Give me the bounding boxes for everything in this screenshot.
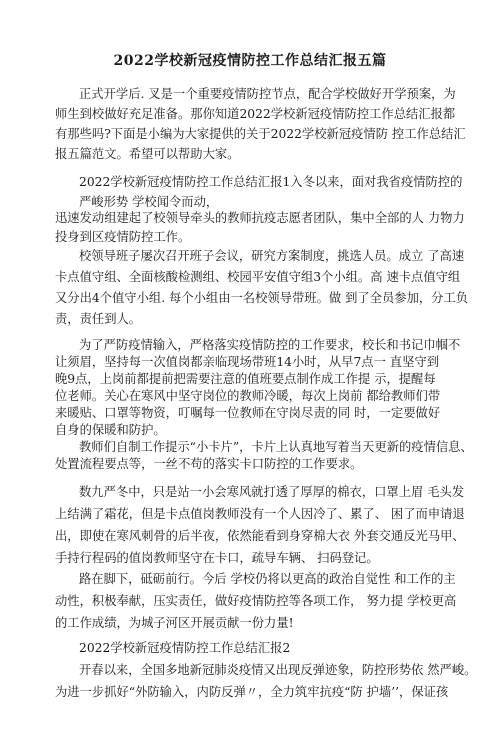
paragraph-line: 责，责任到人。 [55, 312, 142, 326]
paragraph-line: 出，即使在寒风刺骨的后半夜，依然能看到身穿棉大衣 外套交通反光马甲、 [55, 529, 465, 543]
paragraph-line: 为了严防疫情输入，严格落实疫情防控的工作要求，校长和书记巾帼不 [79, 338, 461, 352]
paragraph-line: 数九严冬中，只是站一小会寒风就打透了厚厚的棉衣，口罩上眉 毛头发 [79, 485, 465, 499]
paragraph-line: 报五篇范文。希望可以帮助大家。 [55, 147, 240, 161]
paragraph-line: 教师们自制工作提示“小卡片”，卡片上认真地写着当天更新的疫情信息、 [79, 440, 473, 454]
paragraph-line: 师生到校做好充足准备。那你知道2022学校新冠疫情防控工作总结汇报都 [55, 107, 456, 121]
paragraph-line: 处置流程要点等，一丝不苟的落实卡口防控的工作要求。 [55, 457, 363, 471]
paragraph-line: 卡点值守组、全面核酸检测组、校园平安值守组3个小组。高 速卡点值守组 [55, 270, 461, 284]
paragraph-line: 晚9点，上岗前都提前把需要注意的值班要点制作成工作提 示，提醒每 [55, 372, 436, 386]
paragraph-line: 位老师。关心在寒风中坚守岗位的教师冷暖，每次上岗前 都给教师们带 [55, 389, 441, 403]
paragraph-line: 严峻形势 学校闻令而动， [79, 195, 219, 209]
paragraph-line: 手持行程码的值岗教师坚守在卡口，疏导车辆、 扫码登记。 [55, 551, 379, 565]
paragraph-line: 2022学校新冠疫情防控工作总结汇报2 [79, 641, 291, 655]
paragraph-line: 正式开学后. 叉是一个重要疫情防控节点，配合学校做好开学预案，为 [79, 87, 456, 101]
paragraph-line: 自身的保暖和防护。 [55, 423, 166, 437]
paragraph-line: 开春以来，全国多地新冠肺炎疫情又出现反弹迹象，防控形势依 然严峻。 [79, 663, 477, 677]
paragraph-line: 投身到区疫情防控工作。 [55, 230, 191, 244]
paragraph-line: 又分出4个值守小组. 每个小组由一名校领导带班。做 到了全员参加，分工负 [55, 291, 469, 305]
paragraph-line: 让须眉，坚持每一次值岗都亲临现场带班14小时，从早7点一 直坚守到 [55, 355, 439, 369]
paragraph-line: 迅速发动组建起了校领导牵头的教师抗疫志愿者团队，集中全部的人 力物力 [55, 211, 465, 225]
paragraph-line: 的工作成绩，为城子河区开展贡献一份力量! [55, 616, 294, 630]
paragraph-line: 2022学校新冠疫情防控工作总结汇报1入冬以来，面对我省疫情防控的 [79, 175, 463, 189]
paragraph-line: 有那些吗?下面是小编为大家提供的关于2022学校新冠疫情防 控工作总结汇 [55, 127, 466, 141]
paragraph-line: 上结满了霜花，但是卡点值岗教师没有一个人因冷了、累了、 困了而申请退 [55, 507, 465, 521]
paragraph-line: 来暖贴、口罩等物资，叮嘱每一位教师在守岗尽责的同 时，一定要做好 [55, 406, 441, 420]
paragraph-line: 路在脚下，砥砺前行。今后 学校仍将以更高的政治自觉性 和工作的主 [79, 572, 456, 586]
document-title: 2022学校新冠疫情防控工作总结汇报五篇 [113, 53, 387, 69]
paragraph-line: 动性，积极奉献，压实责任，做好疫情防控等各项工作， 努力提 学校更高 [55, 594, 457, 608]
paragraph-line: 为进一步抓好“外防输入，内防反弹〃，全力筑牢抗疫“防 护墙’’，保证孩 [55, 685, 449, 699]
paragraph-line: 校领导班子屡次召开班子会议，研究方案制度，挑选人员。成立 了高速 [79, 249, 465, 263]
